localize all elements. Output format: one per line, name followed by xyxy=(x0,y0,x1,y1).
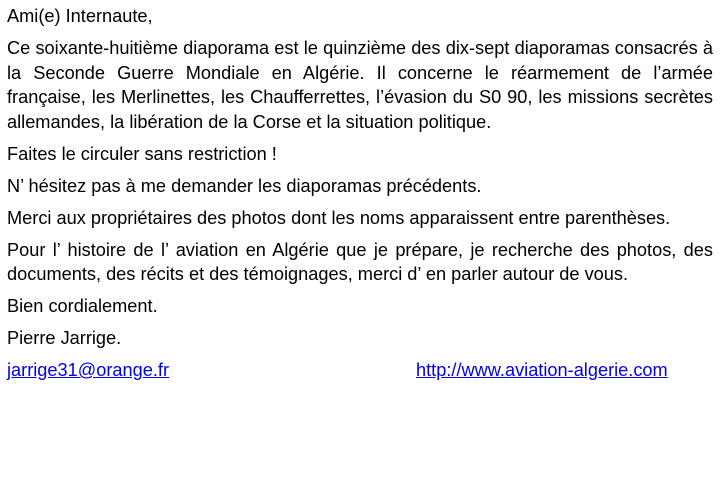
letter xyxy=(7,4,713,384)
website-link[interactable]: http://www.aviation-algerie.com xyxy=(416,360,668,380)
paragraph-research: Pour l’ histoire de l’ aviation en Algérie que je prépare, je recherche des photos, des documents, des récits et des témoignages, merci d’ en parler autour de vous. xyxy=(7,239,713,284)
signature: Pierre Jarrige. xyxy=(7,328,122,348)
paragraph-request-previous: N’ hésitez pas à me demander les diaporamas précédents. xyxy=(7,175,482,196)
paragraph-intro: Ce soixante-huitième diaporama est le quinzième des dix-sept diaporamas consacrés à la Seconde Guerre Mondiale en Algérie. Il concerne le réarmement de l’armée française, les Merlinettes, les Chaufferrettes, l’évasion du S0 90, les missions secrètes allemandes, la libération de la Corse et la situation politique. xyxy=(7,38,713,132)
greeting: Ami(e) Internaute, xyxy=(7,6,153,26)
paragraph-share: Faites le circuler sans restriction ! xyxy=(7,143,277,164)
contact-links xyxy=(7,358,713,384)
closing: Bien cordialement. xyxy=(7,296,158,316)
email-link[interactable]: jarrige31@orange.fr xyxy=(7,360,170,380)
paragraph-thanks: Merci aux propriétaires des photos dont les noms apparaissent entre parenthèses. xyxy=(7,207,671,228)
